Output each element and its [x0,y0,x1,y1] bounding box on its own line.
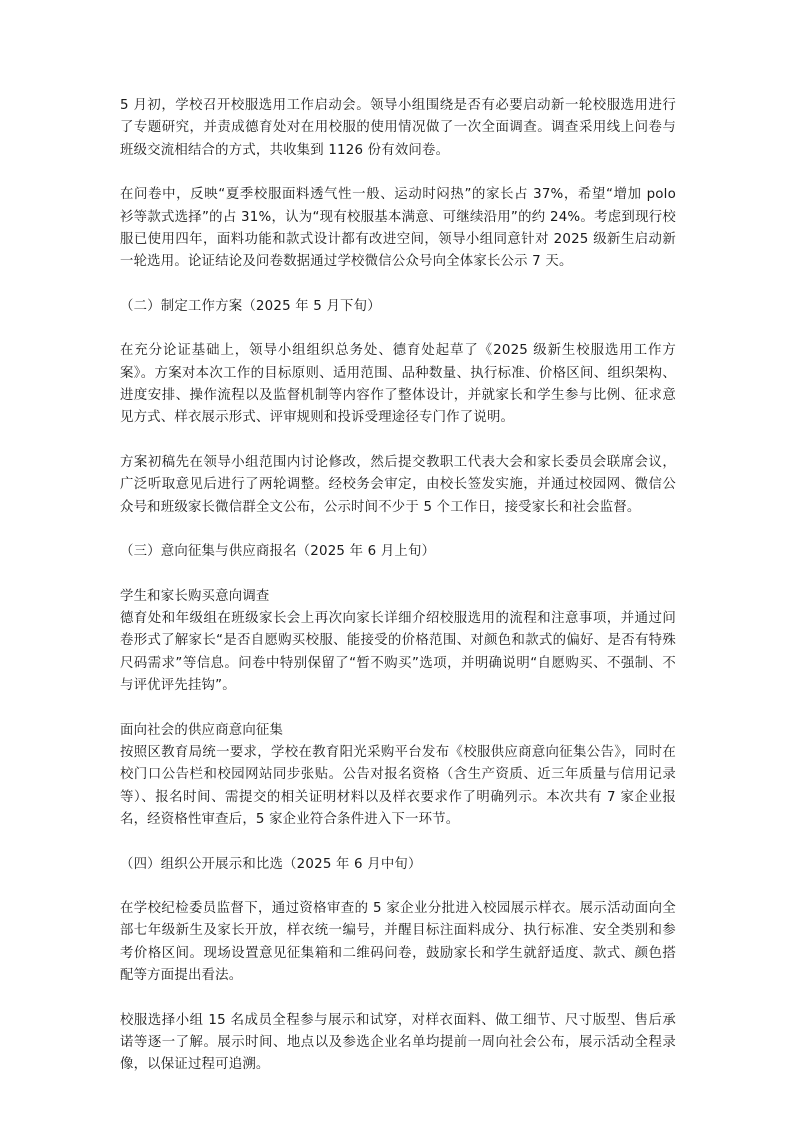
section-heading-intent-collection: （三）意向征集与供应商报名（2025 年 6 月上旬） [120,544,436,560]
subsection-title-purchase-intent: 学生和家长购买意向调查 [120,588,270,604]
subsection-purchase-intent [120,586,676,698]
paragraph-selection-group: 校服选择小组 15 名成员全程参与展示和试穿，对样衣面料、做工细节、尺寸版型、售后承诺等逐一了解。展示时间、地点以及参选企业名单均提前一周向社会公布，展示活动全程录像，以保证过程可追溯。 [120,1012,676,1073]
subsection-body-purchase-intent: 德育处和年级组在班级家长会上再次向家长详细介绍校服选用的流程和注意事项，并通过问卷形式了解家长“是否自愿购买校服、能接受的价格范围、对颜色和款式的偏好、是否有特殊尺码需求”等信息。问卷中特别保留了“暂不购买”选项，并明确说明“自愿购买、不强制、不与评优评先挂钩”。 [120,610,676,694]
paragraph-sample-display: 在学校纪检委员监督下，通过资格审查的 5 家企业分批进入校园展示样衣。展示活动面向全部七年级新生及家长开放，样衣统一编号，并醒目标注面料成分、执行标准、安全类别和参考价格区间。现场设置意见征集箱和二维码问卷，鼓励家长和学生就舒适度、款式、颜色搭配等方面提出看法。 [120,900,676,984]
paragraph-plan-drafting: 在充分论证基础上，领导小组组织总务处、德育处起草了《2025 级新生校服选用工作方案》。方案对本次工作的目标原则、适用范围、品种数量、执行标准、价格区间、组织架构、进度安排、操作流程以及监督机制等内容作了整体设计，并就家长和学生参与比例、征求意见方式、样衣展示形式、评审规则和投诉受理途径专门作了说明。 [120,343,676,426]
paragraph-kickoff-meeting: 5 月初，学校召开校服选用工作启动会。领导小组围绕是否有必要启动新一轮校服选用进行了专题研究，并责成德育处对在用校服的使用情况做了一次全面调查。调查采用线上问卷与班级交流相结合的方式，共收集到 1126 份有效问卷。 [120,98,676,158]
subsection-supplier-intent [120,720,676,832]
paragraph-plan-approval: 方案初稿先在领导小组范围内讨论修改，然后提交教职工代表大会和家长委员会联席会议，广泛听取意见后进行了两轮调整。经校务会审定，由校长签发实施，并通过校园网、微信公众号和班级家长微信群全文公布，公示时间不少于 5 个工作日，接受家长和社会监督。 [120,454,676,515]
document-page [120,95,676,1099]
subsection-body-supplier-intent: 按照区教育局统一要求，学校在教育阳光采购平台发布《校服供应商意向征集公告》，同时在校门口公告栏和校园网站同步张贴。公告对报名资格（含生产资质、近三年质量与信用记录等）、报名时间、需提交的相关证明材料以及样衣要求作了明确列示。本次共有 7 家企业报名，经资格性审查后，5 家企业符合条件进入下一环节。 [120,744,676,828]
section-heading-work-plan: （二）制定工作方案（2025 年 5 月下旬） [120,298,381,314]
paragraph-survey-results: 在问卷中，反映“夏季校服面料透气性一般、运动时闷热”的家长占 37%，希望“增加 polo 衫等款式选择”的占 31%，认为“现有校服基本满意、可继续沿用”的约 24%。考虑到现行校服已使用四年，面料功能和款式设计都有改进空间，领导小组同意针对 2025 级新生启动新一轮选用。论证结论及问卷数据通过学校微信公众号向全体家长公示 7 天。 [120,187,676,270]
subsection-title-supplier-intent: 面向社会的供应商意向征集 [120,722,284,738]
section-heading-public-display: （四）组织公开展示和比选（2025 年 6 月中旬） [120,856,422,872]
